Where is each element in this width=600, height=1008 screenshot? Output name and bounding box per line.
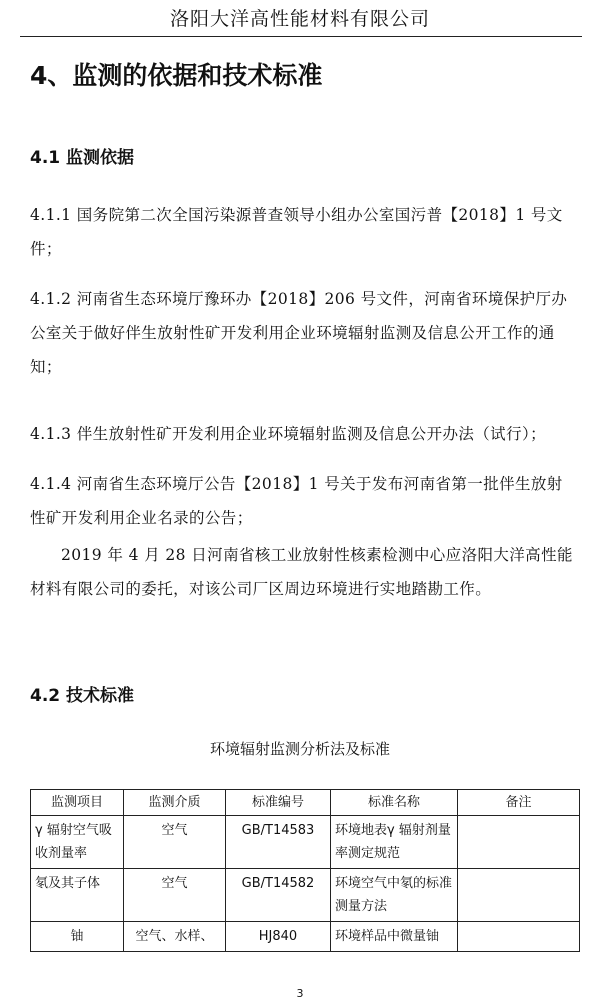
company-header: 洛阳大洋高性能材料有限公司 xyxy=(169,8,430,30)
cell-code: HJ840 xyxy=(226,922,331,952)
cell-name: 环境空气中氡的标准测量方法 xyxy=(331,869,458,922)
header-divider xyxy=(20,36,582,37)
cell-medium: 空气 xyxy=(124,816,226,869)
standards-table xyxy=(30,789,580,952)
cell-item: 铀 xyxy=(31,922,124,952)
cell-name: 环境地表γ 辐射剂量率测定规范 xyxy=(331,816,458,869)
column-header-item: 监测项目 xyxy=(31,790,124,816)
cell-medium: 空气 xyxy=(124,869,226,922)
cell-name: 环境样品中微量铀 xyxy=(331,922,458,952)
column-header-name: 标准名称 xyxy=(331,790,458,816)
cell-item: γ 辐射空气吸收剂量率 xyxy=(31,816,124,869)
cell-note xyxy=(458,922,580,952)
table-row xyxy=(31,922,580,952)
column-header-note: 备注 xyxy=(458,790,580,816)
cell-medium: 空气、水样、 xyxy=(124,922,226,952)
table-row xyxy=(31,869,580,922)
basis-paragraph-3: 4.1.3 伴生放射性矿开发利用企业环境辐射监测及信息公开办法（试行）； xyxy=(30,425,547,443)
section-title: 4、监测的依据和技术标准 xyxy=(30,61,323,90)
basis-paragraph-2: 4.1.2 河南省生态环境厅豫环办【2018】206 号文件，河南省环境保护厅办公室关于做好伴生放射性矿开发利用企业环境辐射监测及信息公开工作的通知； xyxy=(30,290,568,376)
cell-note xyxy=(458,869,580,922)
basis-paragraph-5: 2019 年 4 月 28 日河南省核工业放射性核素检测中心应洛阳大洋高性能材料有限公司的委托，对该公司厂区周边环境进行实地踏勘工作。 xyxy=(30,546,573,598)
table-title: 环境辐射监测分析法及标准 xyxy=(209,740,390,758)
cell-item: 氡及其子体 xyxy=(31,869,124,922)
standards-heading: 4.2 技术标准 xyxy=(30,686,135,706)
cell-code: GB/T14582 xyxy=(226,869,331,922)
basis-heading: 4.1 监测依据 xyxy=(30,148,135,168)
cell-note xyxy=(458,816,580,869)
page-number: 3 xyxy=(296,987,304,1000)
column-header-code: 标准编号 xyxy=(226,790,331,816)
basis-paragraph-1: 4.1.1 国务院第二次全国污染源普查领导小组办公室国污普【2018】1 号文件； xyxy=(30,206,563,258)
cell-code: GB/T14583 xyxy=(226,816,331,869)
column-header-medium: 监测介质 xyxy=(124,790,226,816)
basis-paragraph-4: 4.1.4 河南省生态环境厅公告【2018】1 号关于发布河南省第一批伴生放射性矿开发利用企业名录的公告； xyxy=(30,475,563,527)
table-row xyxy=(31,816,580,869)
table-header-row xyxy=(31,790,580,816)
